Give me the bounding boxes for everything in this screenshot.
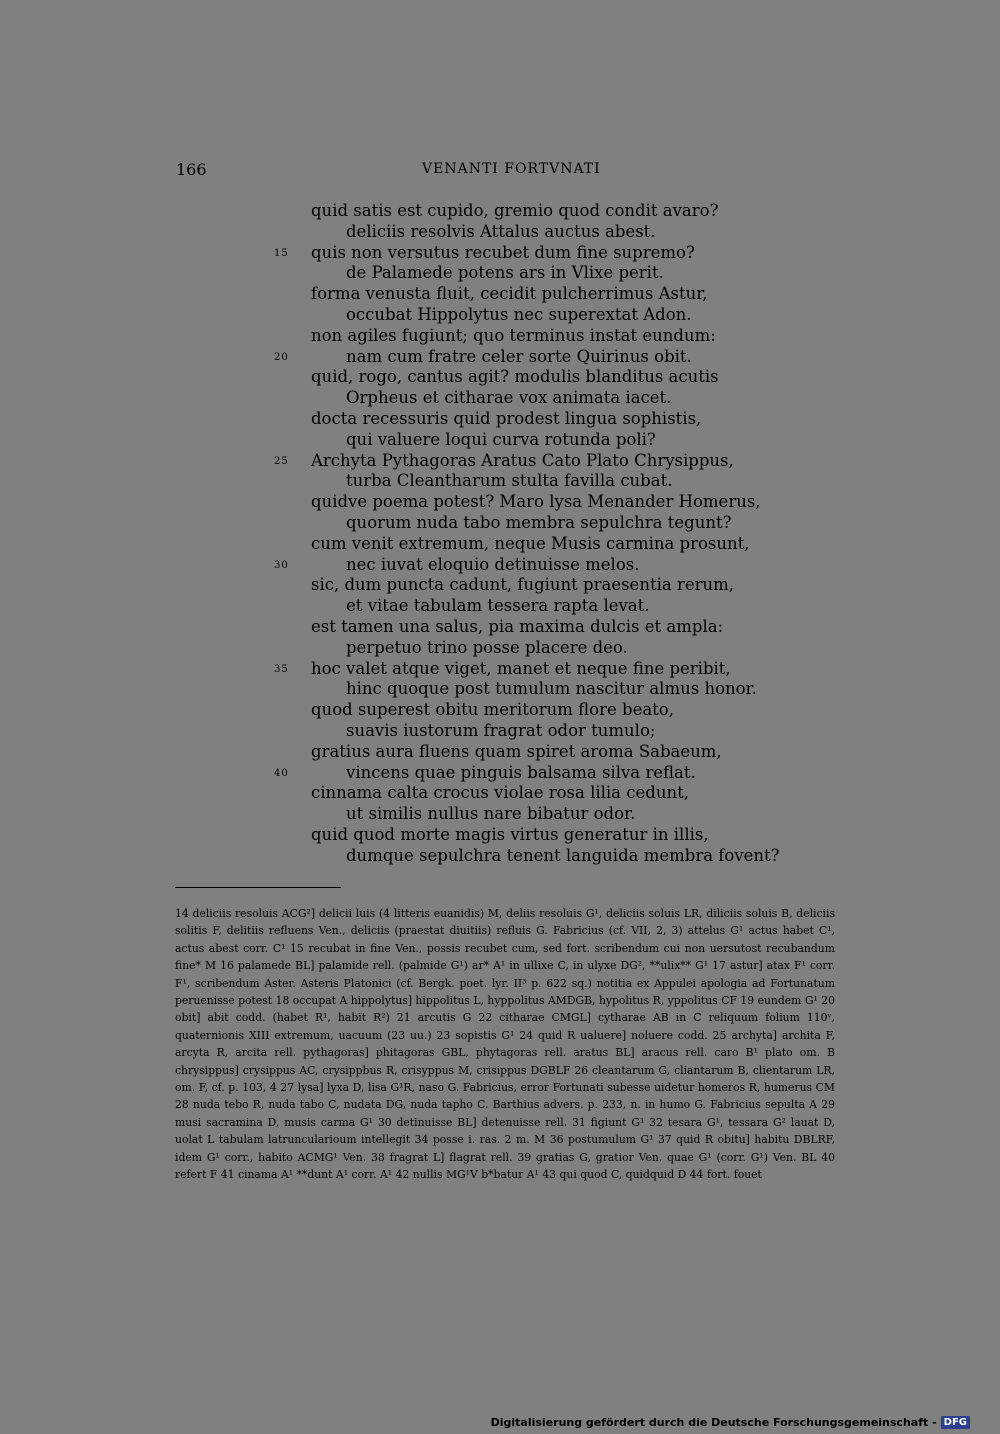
verse-text: qui valuere loqui curva rotunda poli? <box>346 429 656 449</box>
running-title: VENANTI FORTVNATI <box>422 161 601 177</box>
verse-line <box>270 409 750 430</box>
verse-text: docta recessuris quid prodest lingua sophistis, <box>311 408 702 428</box>
verse-line <box>270 513 750 534</box>
line-number: 30 <box>274 559 289 571</box>
verse-text: Orpheus et citharae vox animata iacet. <box>346 388 672 408</box>
verse-line <box>270 430 750 451</box>
verse-text: hinc quoque post tumulum nascitur almus honor. <box>346 679 757 699</box>
verse-line <box>270 243 750 264</box>
verse-text: deliciis resolvis Attalus auctus abest. <box>346 221 656 241</box>
page-header <box>176 160 716 184</box>
verse-text: sic, dum puncta cadunt, fugiunt praesentia rerum, <box>311 575 734 595</box>
verse-line <box>270 845 780 867</box>
verse-line <box>270 783 750 804</box>
poem-text <box>270 201 780 867</box>
verse-line <box>270 804 750 825</box>
page-number: 166 <box>176 160 207 179</box>
verse-text: quis non versutus recubet dum fine supremo? <box>311 242 695 262</box>
verse-text: est tamen una salus, pia maxima dulcis et ampla: <box>311 616 724 636</box>
verse-text: forma venusta fluit, cecidit pulcherrimus Astur, <box>311 284 708 304</box>
verse-line <box>270 201 750 222</box>
verse-line <box>270 326 750 347</box>
line-number: 35 <box>274 663 289 675</box>
verse-text: hoc valet atque viget, manet et neque fine peribit, <box>311 658 731 678</box>
verse-text: cinnama calta crocus violae rosa lilia cedunt, <box>311 783 689 803</box>
verse-text: Archyta Pythagoras Aratus Cato Plato Chrysippus, <box>311 450 734 470</box>
verse-text: perpetuo trino posse placere deo. <box>346 637 628 657</box>
footnote-rule <box>175 887 341 888</box>
verse-line <box>270 617 750 638</box>
verse-text: gratius aura fluens quam spiret aroma Sabaeum, <box>311 741 722 761</box>
verse-line <box>270 367 750 388</box>
verse-line <box>270 534 750 555</box>
verse-line <box>270 388 750 409</box>
critical-apparatus: 14 deliciis resoluis ACG²] delicii luis (4 litteris euanidis) M, deliis resoluis G¹, deliciis soluis LR, diliciis soluis B, deliciis solitis F, delitiis refluens Ven., deliciis (praestat diuitiis) refluis G. Fabricius (cf. VII, 2, 3) attelus G¹ actus habet C¹, actus abest corr. C¹ 15 recubat in fine Ven., possis recubet cum, sed fort. scribendum cui non uersutost recubandum fine* M 16 palamede BL] palamide rell. (palmide G¹) ar* A¹ in ullixe C, in ulyxe DG², **ulix** G¹ 17 astur] atax F¹ corr. F¹, scribendum Aster. Asteris Platonici (cf. Bergk. poet. lyr. II³ p. 622 sq.) notitia ex Appulei apologia ad Fortunatum peruenisse potest 18 occupat A hippolytus] hippolitus L, hyppolitus AMDGB, hypolitus R, yppolitus CF 19 eundem G¹ 20 obit] abit codd. (habet R¹, habit R²) 21 arcutis G 22 citharae CMGL] cytharae AB in C reliquum folium 110ᵛ, quaternionis XIII extremum, uacuum (23 uu.) 23 sopistis G¹ 24 quid R ualuere] noluere codd. 25 archyta] archita F, arcyta R, arcita rell. pythagoras] phitagoras GBL, phytagoras rell. aratus BL] aracus rell. caro B¹ plato om. B chrysippus] crysippus AC, crysippbus R, crisyppus M, crisippus DGBLF 26 cleantarum G, cliantarum B, clientarum LR, om. F, cf. p. 103, 4 27 lysa] lyxa D, lisa G¹R, naso G. Fabricius, error Fortunati subesse uidetur homeros R, humerus CM 28 nuda tebo R, nuda tabo C, nudata DG, nuda tapho C. Barthius advers. p. 233, n. in humo G. Fabricius sepulta A 29 musi sacramina D, musis carma G¹ 30 detinuisse BL] detenuisse rell. 31 figiunt G¹ 32 tesara G¹, tessara G² lauat D, uolat L tabulam latruncularioum intellegit 34 posse i. ras. 2 m. M 36 postumulum G¹ 37 quid R obitu] habitu DBLRF, idem G¹ corr., habito ACMG¹ Ven. 38 fragrat L] flagrat rell. 39 gratias G, gratior Ven. quae G¹ (corr. G¹) Ven. BL 40 refert F 41 cinama A¹ **dunt A¹ corr. A¹ 42 nullis MG¹V b*batur A¹ 43 qui quod C, quidquid D 44 fort. fouet <box>175 907 835 1182</box>
verse-text: de Palamede potens ars in Vlixe perit. <box>346 263 664 283</box>
verse-line <box>270 347 750 368</box>
verse-text: non agiles fugiunt; quo terminus instat eundum: <box>311 325 716 345</box>
verse-text: quid quod morte magis virtus generatur in illis, <box>311 824 709 844</box>
credit-text: Digitalisierung gefördert durch die Deutsche Forschungsgemeinschaft - <box>490 1416 937 1429</box>
verse-text: quidve poema potest? Maro lysa Menander Homerus, <box>311 492 761 512</box>
verse-line <box>270 638 750 659</box>
line-number: 25 <box>274 455 289 467</box>
verse-line <box>270 492 761 513</box>
verse-text: et vitae tabulam tessera rapta levat. <box>346 596 650 616</box>
verse-text: dumque sepulchra tenent languida membra fovent? <box>346 845 780 865</box>
verse-line <box>270 679 757 700</box>
verse-line <box>270 284 750 305</box>
verse-line <box>270 263 750 284</box>
verse-text: cum venit extremum, neque Musis carmina prosunt, <box>311 533 750 553</box>
verse-text: nec iuvat eloquio detinuisse melos. <box>346 554 640 574</box>
line-number: 15 <box>274 247 289 259</box>
line-number: 40 <box>274 767 289 779</box>
verse-text: vincens quae pinguis balsama silva reflat. <box>346 762 696 782</box>
verse-line <box>270 305 750 326</box>
verse-text: quorum nuda tabo membra sepulchra tegunt? <box>346 512 732 532</box>
verse-text: ut similis nullus nare bibatur odor. <box>346 804 636 824</box>
verse-text: occubat Hippolytus nec superextat Adon. <box>346 304 692 324</box>
verse-line <box>270 742 750 763</box>
verse-text: suavis iustorum fragrat odor tumulo; <box>346 720 656 740</box>
verse-line <box>270 451 750 472</box>
verse-line <box>270 471 750 492</box>
verse-line <box>270 222 750 243</box>
verse-text: nam cum fratre celer sorte Quirinus obit. <box>346 346 692 366</box>
verse-line <box>270 575 750 596</box>
verse-line <box>270 700 750 721</box>
verse-line <box>270 825 750 846</box>
verse-line <box>270 555 750 576</box>
verse-line <box>270 596 750 617</box>
dfg-logo: DFG <box>941 1416 970 1429</box>
verse-line <box>270 721 750 742</box>
verse-line <box>270 763 750 784</box>
verse-text: turba Cleantharum stulta favilla cubat. <box>346 471 673 491</box>
line-number: 20 <box>274 351 289 363</box>
verse-text: quod superest obitu meritorum flore beato, <box>311 700 674 720</box>
digitization-credit <box>491 1416 970 1429</box>
verse-line <box>270 659 750 680</box>
verse-text: quid satis est cupido, gremio quod condit avaro? <box>311 201 719 220</box>
verse-text: quid, rogo, cantus agit? modulis blanditus acutis <box>311 367 719 387</box>
